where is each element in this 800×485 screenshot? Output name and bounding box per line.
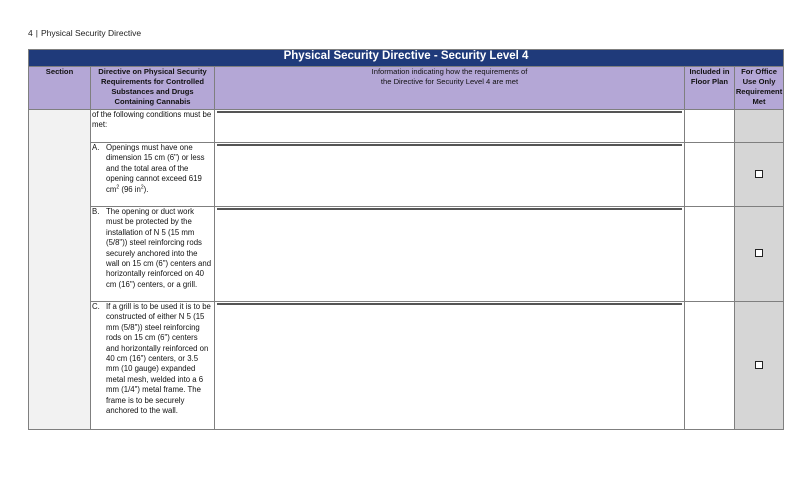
header-office-line1: For Office bbox=[741, 67, 777, 76]
directive-text: The opening or duct work must be protected by the installation of N 5 (15 mm (5/8")) steel reinforcing rods securely anchored into the wall on 15 cm (6") centers and horizontally reinforced on 40 cm (16") centers, or a grill. bbox=[106, 207, 212, 289]
section-cell bbox=[29, 110, 91, 430]
header-floor-plan-line2: Floor Plan bbox=[690, 77, 729, 86]
page-number: 4 bbox=[28, 28, 33, 38]
table-header-row bbox=[29, 67, 784, 110]
floor-plan-cell[interactable] bbox=[685, 110, 735, 143]
requirement-met-checkbox[interactable] bbox=[755, 249, 763, 257]
header-office-line3: Requirement bbox=[735, 87, 783, 96]
table-title-row bbox=[29, 50, 784, 67]
information-cell bbox=[215, 302, 685, 430]
floor-plan-cell[interactable] bbox=[685, 302, 735, 430]
item-letter: B. bbox=[92, 207, 100, 216]
information-cell bbox=[215, 143, 685, 207]
information-cell bbox=[215, 110, 685, 143]
header-information-line1: Information indicating how the requirements of bbox=[371, 67, 528, 76]
requirement-met-checkbox[interactable] bbox=[755, 170, 763, 178]
floor-plan-cell[interactable] bbox=[685, 207, 735, 302]
header-office-line4: Met bbox=[752, 97, 766, 106]
office-use-cell bbox=[735, 143, 784, 207]
header-office-line2: Use Only bbox=[742, 77, 776, 86]
directive-text: If a grill is to be used it is to be constructed of either N 5 (15 mm (5/8")) steel reinforcing rods on 15 cm (6") centers and horizontally reinforced on 40 cm (16") centers, or 3.5 mm (10 gauge) expanded metal mesh, welded into a 6 mm (1/4") metal frame. The frame is to be securely anchored to the wall. bbox=[106, 302, 211, 416]
header-information-line2: the Directive for Security Level 4 are met bbox=[380, 77, 519, 86]
directive-cell bbox=[91, 143, 215, 207]
header-floor-plan-line1: Included in bbox=[689, 67, 730, 76]
table-row bbox=[29, 207, 784, 302]
information-input[interactable] bbox=[217, 111, 682, 113]
table-row bbox=[29, 110, 784, 143]
information-input[interactable] bbox=[217, 144, 682, 146]
table-row bbox=[29, 302, 784, 430]
header-section: Section bbox=[29, 67, 91, 110]
directive-cell bbox=[91, 302, 215, 430]
item-letter: A. bbox=[92, 143, 100, 152]
information-input[interactable] bbox=[217, 208, 682, 210]
header-separator: | bbox=[35, 28, 38, 38]
floor-plan-cell[interactable] bbox=[685, 143, 735, 207]
header-floor-plan bbox=[685, 67, 735, 110]
header-directive: Directive on Physical Security Requirements for Controlled Substances and Drugs Containing Cannabis bbox=[91, 67, 215, 110]
requirement-met-checkbox[interactable] bbox=[755, 361, 763, 369]
information-input[interactable] bbox=[217, 303, 682, 305]
office-use-cell bbox=[735, 110, 784, 143]
page-header bbox=[28, 28, 141, 38]
header-information bbox=[215, 67, 685, 110]
office-use-cell bbox=[735, 302, 784, 430]
table-row bbox=[29, 143, 784, 207]
directive-cell bbox=[91, 207, 215, 302]
table-title: Physical Security Directive - Security Level 4 bbox=[29, 50, 784, 67]
document-title: Physical Security Directive bbox=[40, 28, 142, 38]
office-use-cell bbox=[735, 207, 784, 302]
directive-text: Openings must have one dimension 15 cm (6") or less and the total area of the opening cannot exceed 619 $cm^2$ (96 $in^2$). bbox=[106, 143, 205, 194]
header-office-use bbox=[735, 67, 784, 110]
information-cell bbox=[215, 207, 685, 302]
item-letter: C. bbox=[92, 302, 100, 311]
directive-text: of the following conditions must be met: bbox=[92, 110, 212, 130]
directive-cell bbox=[91, 110, 215, 143]
security-directive-table bbox=[28, 49, 784, 430]
